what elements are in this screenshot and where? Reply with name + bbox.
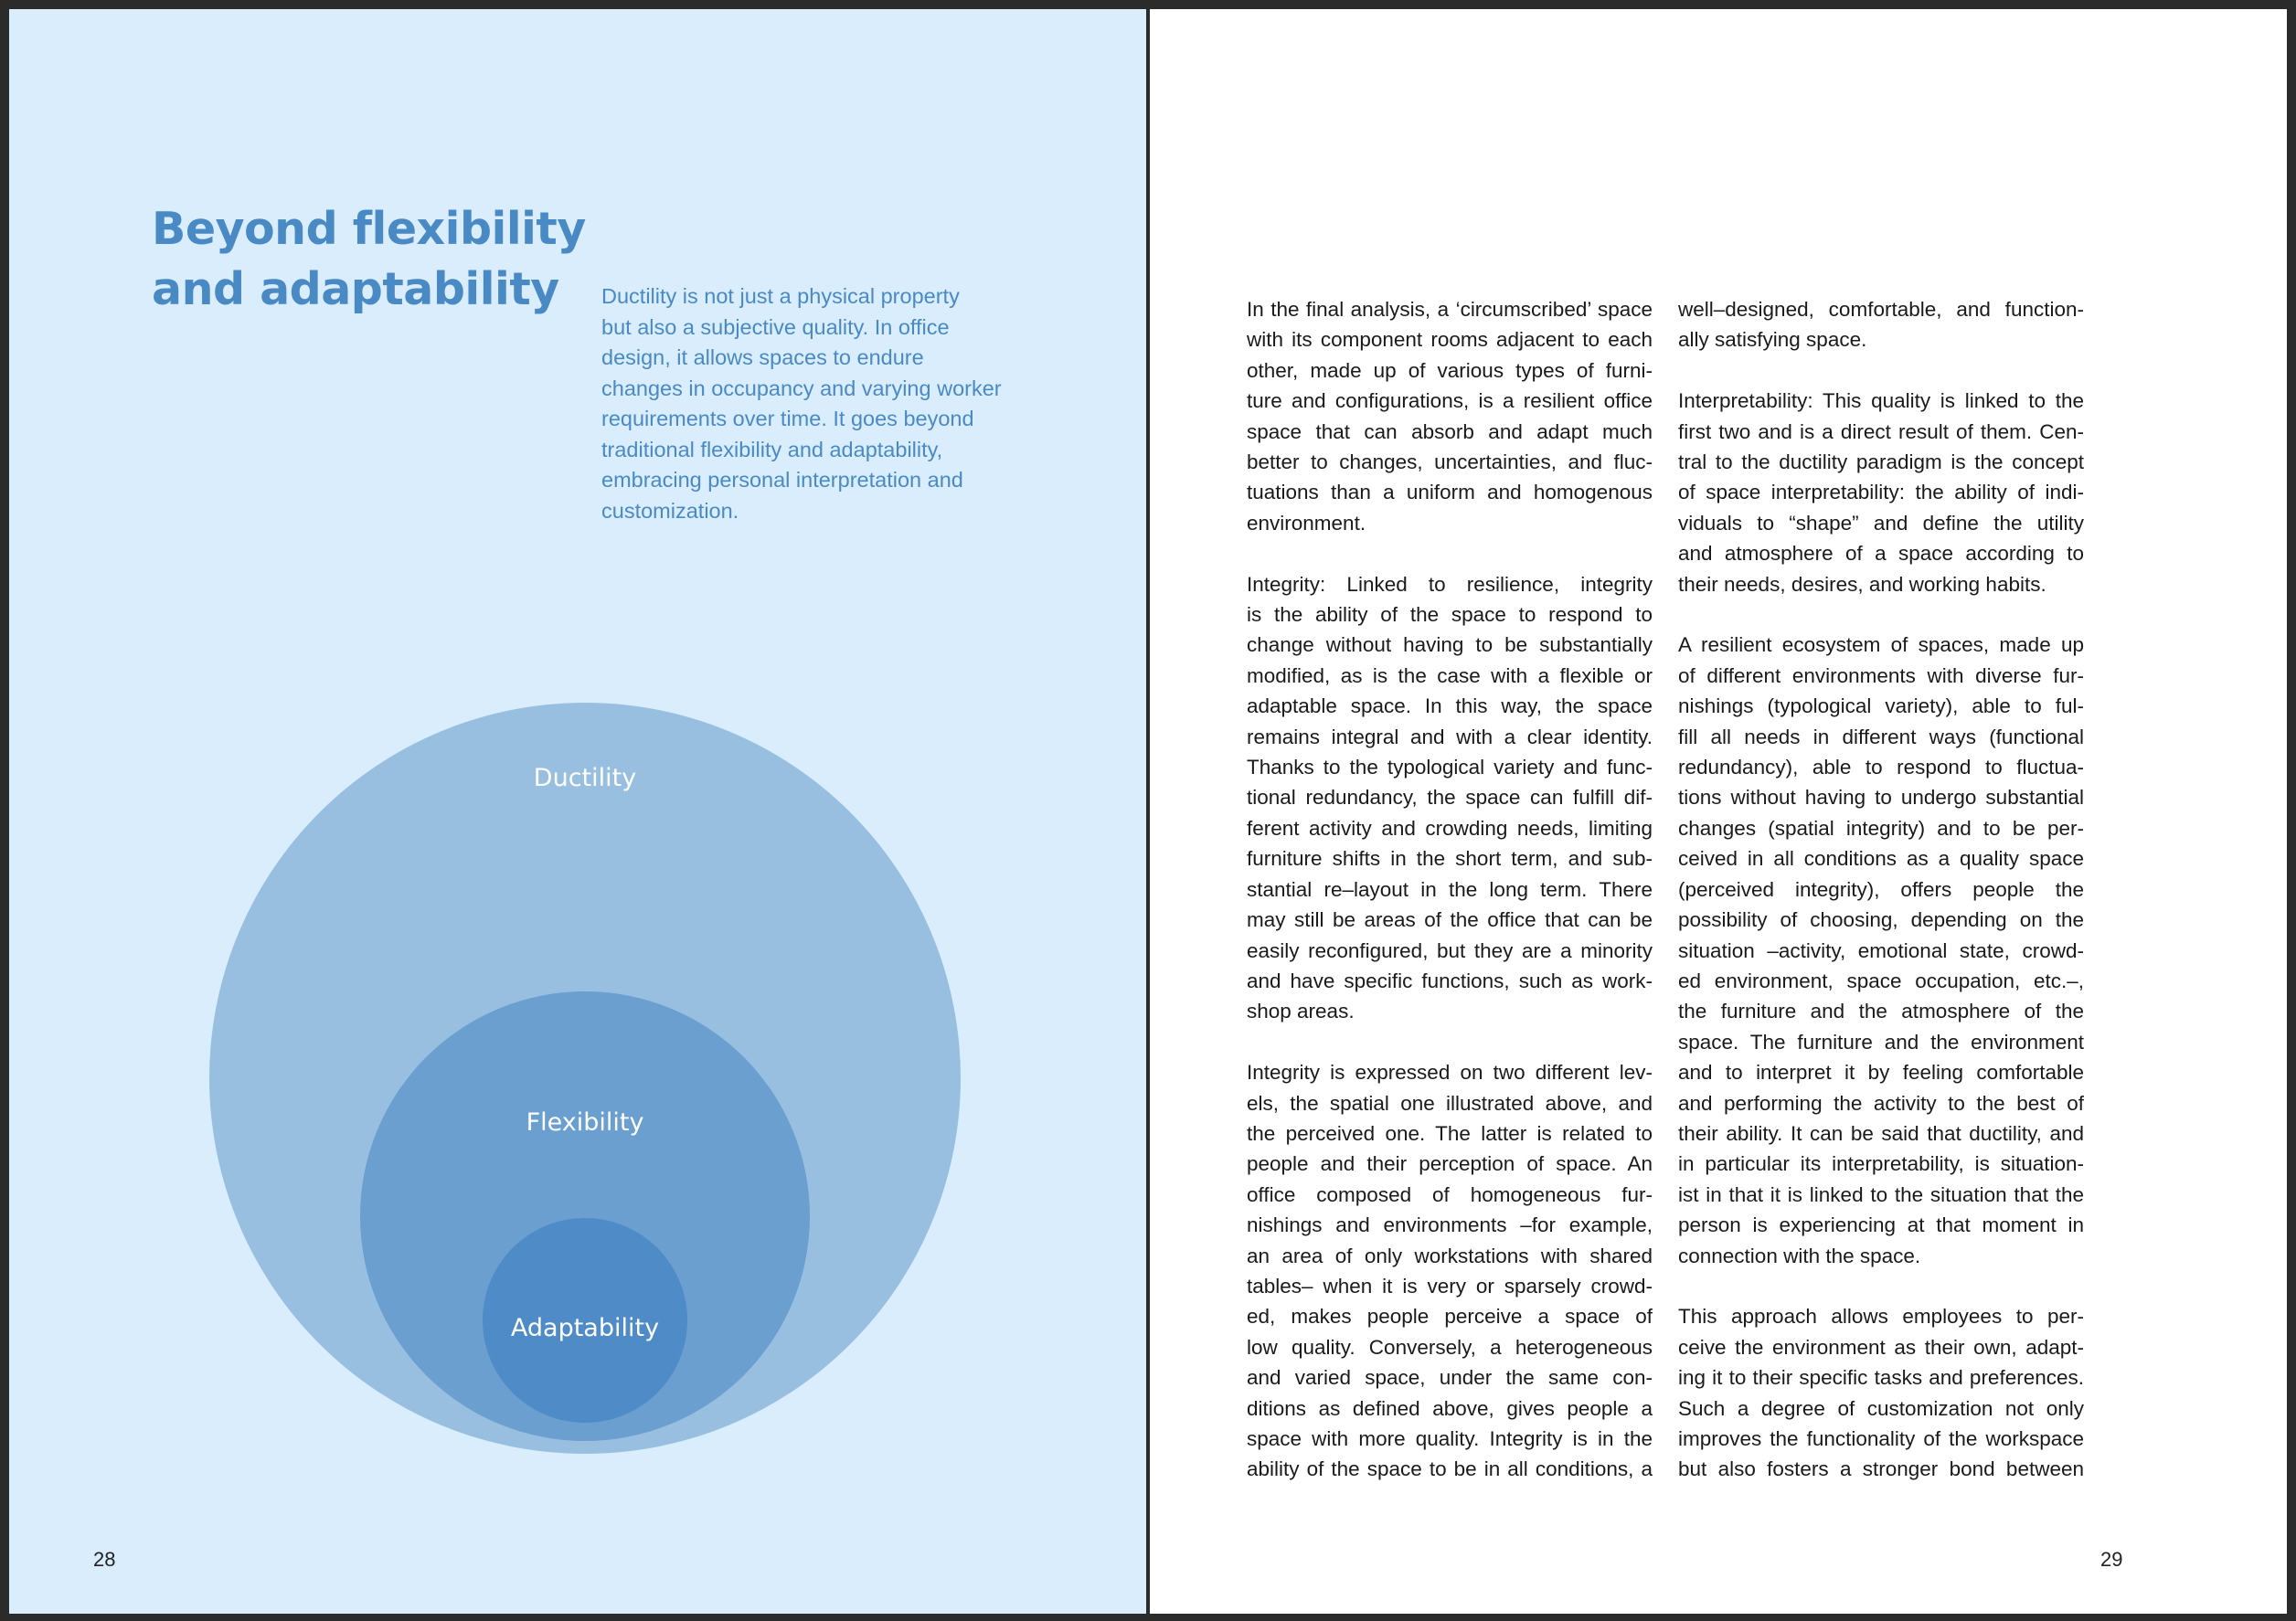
text-line: (perceived integrity), offers people the bbox=[1678, 877, 2084, 901]
text-line: of space interpretability: the ability of indi- bbox=[1678, 481, 2084, 504]
text-line: ed, makes people perceive a space of bbox=[1247, 1305, 1653, 1329]
text-line: Integrity is expressed on two different lev- bbox=[1247, 1061, 1653, 1085]
intro-line: Ductility is not just a physical property bbox=[601, 284, 960, 308]
text-line: furniture shifts in the short term, and sub- bbox=[1247, 847, 1653, 871]
title-line: and adaptability bbox=[152, 263, 559, 315]
text-line: tuations than a uniform and homogenous bbox=[1247, 481, 1653, 504]
text-line: adaptable space. In this way, the space bbox=[1247, 694, 1653, 718]
text-line: but also fosters a stronger bond between bbox=[1678, 1457, 2084, 1481]
text-line: ture and configurations, is a resilient office bbox=[1247, 389, 1653, 413]
page-number: 29 bbox=[2100, 1548, 2123, 1571]
text-line: remains integral and with a clear identity. bbox=[1247, 725, 1653, 748]
text-line: redundancy), able to respond to fluctua- bbox=[1678, 756, 2084, 779]
text-line: els, the spatial one illustrated above, and bbox=[1247, 1091, 1653, 1115]
text-line: the perceived one. The latter is related to bbox=[1247, 1121, 1653, 1145]
text-line: Integrity: Linked to resilience, integrity bbox=[1247, 572, 1653, 596]
text-line: their needs, desires, and working habits. bbox=[1678, 572, 2046, 596]
text-line: Such a degree of customization not only bbox=[1678, 1396, 2084, 1420]
text-line: changes (spatial integrity) and to be per- bbox=[1678, 816, 2084, 840]
text-line: tables– when it is very or sparsely crowd- bbox=[1247, 1274, 1653, 1298]
paragraph bbox=[1678, 630, 2084, 1271]
right-page bbox=[1150, 9, 2287, 1614]
text-line: possibility of choosing, depending on the bbox=[1678, 908, 2084, 932]
paragraph bbox=[1678, 386, 2084, 599]
text-line: and performing the activity to the best of bbox=[1678, 1091, 2084, 1115]
text-line: first two and is a direct result of them. Cen- bbox=[1678, 419, 2084, 443]
text-line: the furniture and the atmosphere of the bbox=[1678, 1000, 2084, 1023]
text-line: their ability. It can be said that ductility, and bbox=[1678, 1121, 2084, 1145]
text-line: Interpretability: This quality is linked to the bbox=[1678, 389, 2084, 413]
text-line: is the ability of the space to respond to bbox=[1247, 603, 1653, 627]
text-line: in particular its interpretability, is situation- bbox=[1678, 1152, 2084, 1176]
text-line: may still be areas of the office that can be bbox=[1247, 908, 1653, 932]
adaptability-label: Adaptability bbox=[510, 1314, 660, 1342]
text-line: A resilient ecosystem of spaces, made up bbox=[1678, 633, 2084, 657]
text-line: easily reconfigured, but they are a minority bbox=[1247, 938, 1653, 962]
text-line: nishings (typological variety), able to ful- bbox=[1678, 694, 2084, 718]
paragraph bbox=[1678, 1301, 2084, 1484]
text-line: ceive the environment as their own, adapt- bbox=[1678, 1335, 2084, 1359]
text-line: tional redundancy, the space can fulfill dif- bbox=[1247, 786, 1653, 810]
text-line: and varied space, under the same con- bbox=[1247, 1366, 1653, 1390]
text-line: shop areas. bbox=[1247, 1000, 1355, 1023]
text-line: tral to the ductility paradigm is the concept bbox=[1678, 450, 2084, 474]
text-line: In the final analysis, a ‘circumscribed’ space bbox=[1247, 298, 1653, 321]
text-line: This approach allows employees to per- bbox=[1678, 1305, 2084, 1329]
text-line: space with more quality. Integrity is in the bbox=[1247, 1427, 1653, 1450]
intro-line: requirements over time. It goes beyond bbox=[601, 407, 974, 430]
text-line: people and their perception of space. An bbox=[1247, 1152, 1653, 1176]
text-line: and have specific functions, such as work- bbox=[1247, 969, 1653, 992]
nested-circles-diagram bbox=[201, 694, 969, 1462]
paragraph bbox=[1678, 294, 2084, 355]
text-line: Thanks to the typological variety and func- bbox=[1247, 756, 1653, 779]
text-line: ist in that it is linked to the situation that the bbox=[1678, 1182, 2084, 1206]
page-title bbox=[152, 199, 627, 320]
left-page bbox=[9, 9, 1146, 1614]
paragraph bbox=[1247, 569, 1653, 1027]
text-line: of different environments with diverse fur- bbox=[1678, 663, 2084, 687]
text-line: ing it to their specific tasks and preferences. bbox=[1678, 1366, 2084, 1390]
text-line: other, made up of various types of furni- bbox=[1247, 358, 1653, 382]
flexibility-label: Flexibility bbox=[526, 1108, 644, 1137]
paragraph bbox=[1247, 294, 1653, 538]
text-line: fill all needs in different ways (functional bbox=[1678, 725, 2084, 748]
text-line: situation –activity, emotional state, crowd- bbox=[1678, 938, 2084, 962]
intro-line: customization. bbox=[601, 498, 739, 523]
text-line: space that can absorb and adapt much bbox=[1247, 419, 1653, 443]
text-line: better to changes, uncertainties, and fluc- bbox=[1247, 450, 1653, 474]
title-line: Beyond flexibility bbox=[152, 203, 586, 255]
text-line: and atmosphere of a space according to bbox=[1678, 542, 2084, 566]
text-line: ferent activity and crowding needs, limiting bbox=[1247, 816, 1653, 840]
text-line: ally satisfying space. bbox=[1678, 328, 1867, 352]
ductility-label: Ductility bbox=[533, 764, 637, 792]
text-line: with its component rooms adjacent to each bbox=[1247, 328, 1653, 352]
text-line: space. The furniture and the environment bbox=[1678, 1030, 2084, 1054]
text-line: stantial re–layout in the long term. There bbox=[1247, 877, 1653, 901]
intro-line: embracing personal interpretation and bbox=[601, 468, 963, 492]
text-line: low quality. Conversely, a heterogeneous bbox=[1247, 1335, 1653, 1359]
page-number: 28 bbox=[93, 1548, 116, 1571]
text-line: well–designed, comfortable, and function- bbox=[1678, 298, 2084, 321]
text-line: and to interpret it by feeling comfortable bbox=[1678, 1061, 2084, 1085]
intro-line: but also a subjective quality. In office bbox=[601, 314, 950, 339]
text-column-left bbox=[1247, 294, 1653, 1515]
text-line: tions without having to undergo substantial bbox=[1678, 786, 2084, 810]
text-line: ability of the space to be in all conditions, a bbox=[1247, 1457, 1653, 1481]
text-line: improves the functionality of the workspace bbox=[1678, 1426, 2084, 1450]
intro-line: design, it allows spaces to endure bbox=[601, 345, 924, 369]
text-line: modified, as is the case with a flexible or bbox=[1247, 663, 1653, 687]
text-line: change without having to be substantially bbox=[1247, 633, 1653, 657]
text-line: office composed of homogeneous fur- bbox=[1247, 1182, 1653, 1206]
text-line: ed environment, space occupation, etc.–, bbox=[1678, 969, 2084, 992]
text-line: viduals to “shape” and define the utility bbox=[1678, 511, 2084, 535]
text-column-right bbox=[1678, 294, 2084, 1515]
paragraph bbox=[1247, 1057, 1653, 1485]
intro-line: traditional flexibility and adaptability, bbox=[601, 437, 943, 461]
text-line: environment. bbox=[1247, 511, 1366, 535]
intro-line: changes in occupancy and varying worker bbox=[601, 376, 1002, 400]
text-line: connection with the space. bbox=[1678, 1244, 1921, 1267]
intro-text bbox=[601, 281, 1031, 526]
text-line: ditions as defined above, gives people a bbox=[1247, 1396, 1653, 1420]
text-line: ceived in all conditions as a quality space bbox=[1678, 847, 2084, 871]
text-line: person is experiencing at that moment in bbox=[1678, 1213, 2084, 1237]
text-line: nishings and environments –for example, bbox=[1247, 1213, 1653, 1237]
text-line: an area of only workstations with shared bbox=[1247, 1244, 1653, 1267]
